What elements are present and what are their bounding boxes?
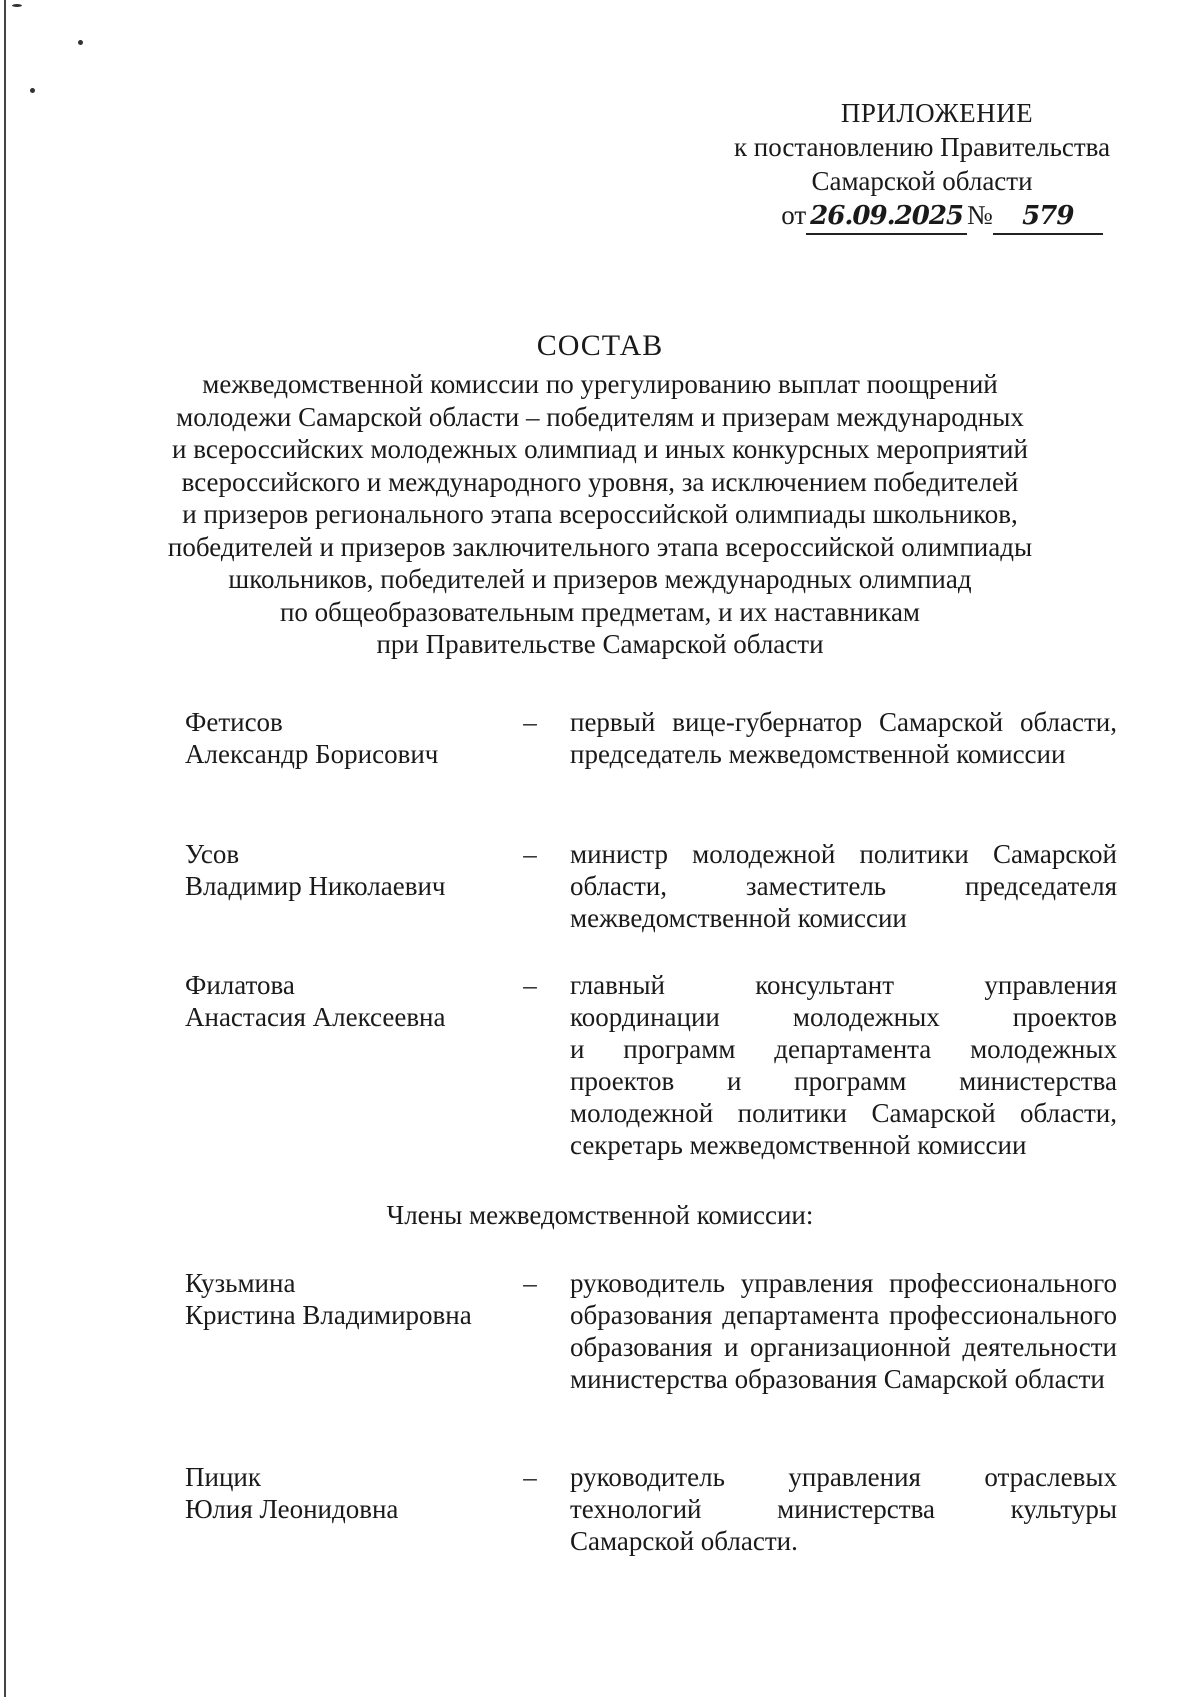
member-surname: Усов: [185, 839, 240, 869]
role-line: проектов и программ министерства: [570, 1066, 1117, 1096]
member-name: [185, 706, 505, 770]
heading-title: СОСТАВ: [536, 329, 664, 362]
member-dash: –: [523, 1268, 537, 1298]
number-prefix: №: [967, 200, 993, 230]
number-value: 579: [993, 199, 1103, 235]
member-surname: Кузьмина: [185, 1268, 296, 1298]
member-given-name: Анастасия Алексеевна: [185, 1002, 446, 1032]
member-dash: –: [523, 707, 537, 737]
scan-speck: [78, 40, 83, 45]
role-line: Самарской области.: [570, 1526, 798, 1556]
role-line: первый вице-губернатор Самарской области,: [570, 707, 1117, 737]
scan-border: [4, 0, 6, 1697]
role-line: координации молодежных проектов: [570, 1002, 1117, 1032]
appendix-date-line: [762, 198, 1122, 235]
heading-line: и всероссийских молодежных олимпиад и иных конкурсных мероприятий: [172, 434, 1028, 464]
heading-line: молодежи Самарской области – победителям и призерам международных: [176, 401, 1024, 432]
scan-speck: [30, 88, 35, 93]
member-given-name: Александр Борисович: [185, 739, 439, 769]
role-line: министр молодежной политики Самарской: [570, 839, 1117, 869]
member-role: [570, 838, 1117, 934]
member-role: [570, 706, 1117, 770]
committee-members-title: Члены межведомственной комиссии:: [386, 1200, 814, 1230]
heading-line: всероссийского и международного уровня, за исключением победителей: [181, 466, 1019, 497]
appendix-title: ПРИЛОЖЕНИЕ: [840, 98, 1034, 128]
role-line: председатель межведомственной комиссии: [570, 739, 1066, 769]
heading-line: и призеров регионального этапа всероссийской олимпиады школьников,: [182, 499, 1018, 529]
appendix-block: [722, 96, 1122, 235]
date-value: 26.09.2025: [806, 199, 967, 235]
member-given-name: Кристина Владимировна: [185, 1300, 472, 1330]
appendix-line-1: к постановлению Правительства: [733, 132, 1111, 162]
member-role: [570, 1461, 1117, 1557]
role-line: молодежной политики Самарской области,: [570, 1098, 1117, 1128]
member-name: [185, 1267, 505, 1331]
heading-line: межведомственной комиссии по урегулированию выплат поощрений: [202, 369, 998, 399]
role-line: руководитель управления профессионального: [570, 1268, 1117, 1298]
member-dash: –: [523, 839, 537, 869]
member-name: [185, 1461, 505, 1525]
member-role: [570, 1267, 1117, 1395]
role-line: секретарь межведомственной комиссии: [570, 1130, 1027, 1160]
heading-line: по общеобразовательным предметам, и их наставникам: [279, 596, 921, 627]
role-line: области, заместитель председателя: [570, 871, 1117, 901]
heading-line: школьников, победителей и призеров международных олимпиад: [228, 564, 972, 594]
heading-description: [160, 368, 1040, 661]
role-line: руководитель управления отраслевых: [570, 1462, 1117, 1492]
member-surname: Пицик: [185, 1462, 261, 1492]
member-name: [185, 969, 505, 1033]
composition-heading: [160, 326, 1040, 661]
role-line: министерства образования Самарской области: [570, 1364, 1105, 1394]
member-dash: –: [523, 970, 537, 1000]
appendix-line-2: Самарской области: [811, 166, 1033, 196]
role-line: главный консультант управления: [570, 970, 1117, 1000]
heading-line: победителей и призеров заключительного этапа всероссийской олимпиады: [167, 531, 1033, 562]
member-dash: –: [523, 1462, 537, 1492]
member-name: [185, 838, 505, 902]
member-surname: Фетисов: [185, 707, 283, 737]
member-role: [570, 969, 1117, 1161]
scan-speck: [12, 4, 22, 7]
role-line: и программ департамента молодежных: [570, 1034, 1117, 1064]
role-line: образования департамента профессионального: [570, 1300, 1117, 1330]
role-line: технологий министерства культуры: [570, 1494, 1117, 1524]
date-prefix: от: [781, 200, 807, 230]
member-given-name: Юлия Леонидовна: [185, 1494, 399, 1524]
role-line: образования и организационной деятельности: [570, 1332, 1117, 1362]
member-surname: Филатова: [185, 970, 295, 1000]
heading-line: при Правительстве Самарской области: [376, 629, 824, 659]
role-line: межведомственной комиссии: [570, 903, 907, 933]
member-given-name: Владимир Николаевич: [185, 871, 446, 901]
